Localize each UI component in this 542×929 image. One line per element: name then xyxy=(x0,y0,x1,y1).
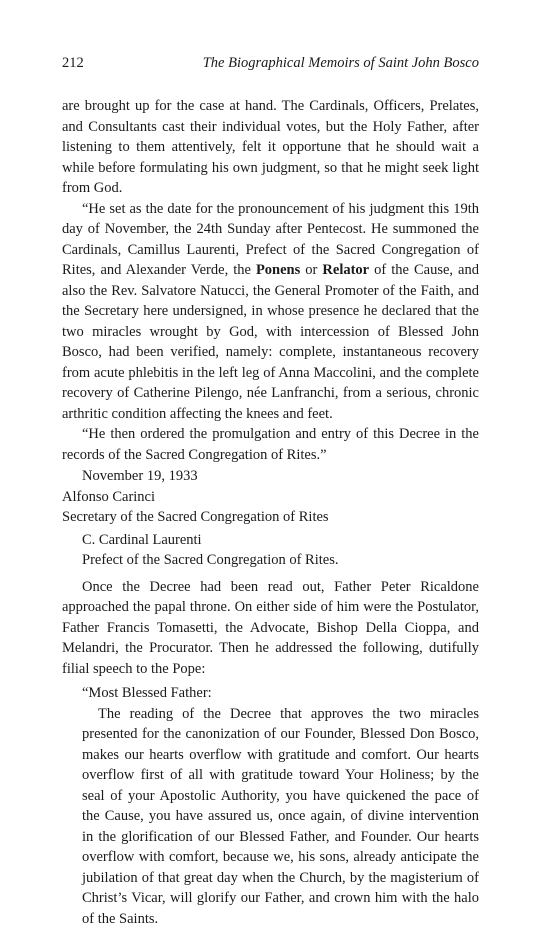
date-line: November 19, 1933 xyxy=(62,466,479,487)
signature-2-name: C. Cardinal Laurenti xyxy=(62,530,479,551)
body-text xyxy=(62,96,479,929)
paragraph-2-after: of the Cause, and also the Rev. Salvatore Natucci, the General Promoter of the Faith, and the Secretary here undersigned, in whose presence he declared that the two miracles wrought by God, with intercession of Blessed John Bosco, had been verified, namely: complete, instantaneous recovery from acute phlebitis in the left leg of Anna Maccolini, and the complete recovery of Catherine Pilengo, née Lanfranchi, from a serious, chronic arthritic condition affecting the knees and feet. xyxy=(62,262,479,422)
paragraph-3: “He then ordered the promulgation and entry of this Decree in the records of the Sacred Congregation of Rites.” xyxy=(62,424,479,465)
speech-body: The reading of the Decree that approves the two miracles presented for the canonization of our Founder, Blessed Don Bosco, makes our hearts overflow with gratitude and comfort. Our hearts overflow first of all with gratitude toward Your Holiness; by the seal of your Apostolic Authority, you have quickened the pace of the Cause, you have assured us, once again, of divine intervention in the glorification of our Blessed Father, and Founder. Our hearts overflow with comfort, because we, his sons, already anticipate the jubilation of that great day when the Church, by the magisterium of Christ’s Vicar, will glorify our Father, and crown him with the halo of the Saints. xyxy=(82,704,479,929)
signature-1-name: Alfonso Carinci xyxy=(62,487,479,508)
paragraph-2-mid: or xyxy=(300,262,322,278)
speech-block xyxy=(62,683,479,929)
paragraph-2-before: “He set as the date for the pronouncement of his judgment this 19th day of November, the 24th Sunday after Pentecost. He summoned the Cardinals, Camillus Laurenti, Prefect of the Sacred Congregation of Rites, and Alexander Verde, the xyxy=(62,201,479,279)
speech-salutation: “Most Blessed Father: xyxy=(82,683,479,704)
signature-2-title: Prefect of the Sacred Congregation of Rites. xyxy=(62,550,479,571)
running-title: The Biographical Memoirs of Saint John Bosco xyxy=(203,54,479,72)
signature-1-title: Secretary of the Sacred Congregation of Rites xyxy=(62,507,479,528)
ponens-term: Ponens xyxy=(256,262,300,278)
paragraph-4: Once the Decree had been read out, Father Peter Ricaldone approached the papal throne. On either side of him were the Postulator, Father Francis Tomasetti, the Advocate, Bishop Della Cioppa, and Melandri, the Procurator. Then he addressed the following, dutifully filial speech to the Pope: xyxy=(62,577,479,680)
page-number: 212 xyxy=(62,54,84,72)
paragraph-1: are brought up for the case at hand. The Cardinals, Officers, Prelates, and Consultants cast their individual votes, but the Holy Father, after listening to them attentively, felt it opportune that he should wait a while before formulating his own judgment, so that he might seek light from God. xyxy=(62,96,479,199)
paragraph-2 xyxy=(62,199,479,425)
relator-term: Relator xyxy=(322,262,369,278)
